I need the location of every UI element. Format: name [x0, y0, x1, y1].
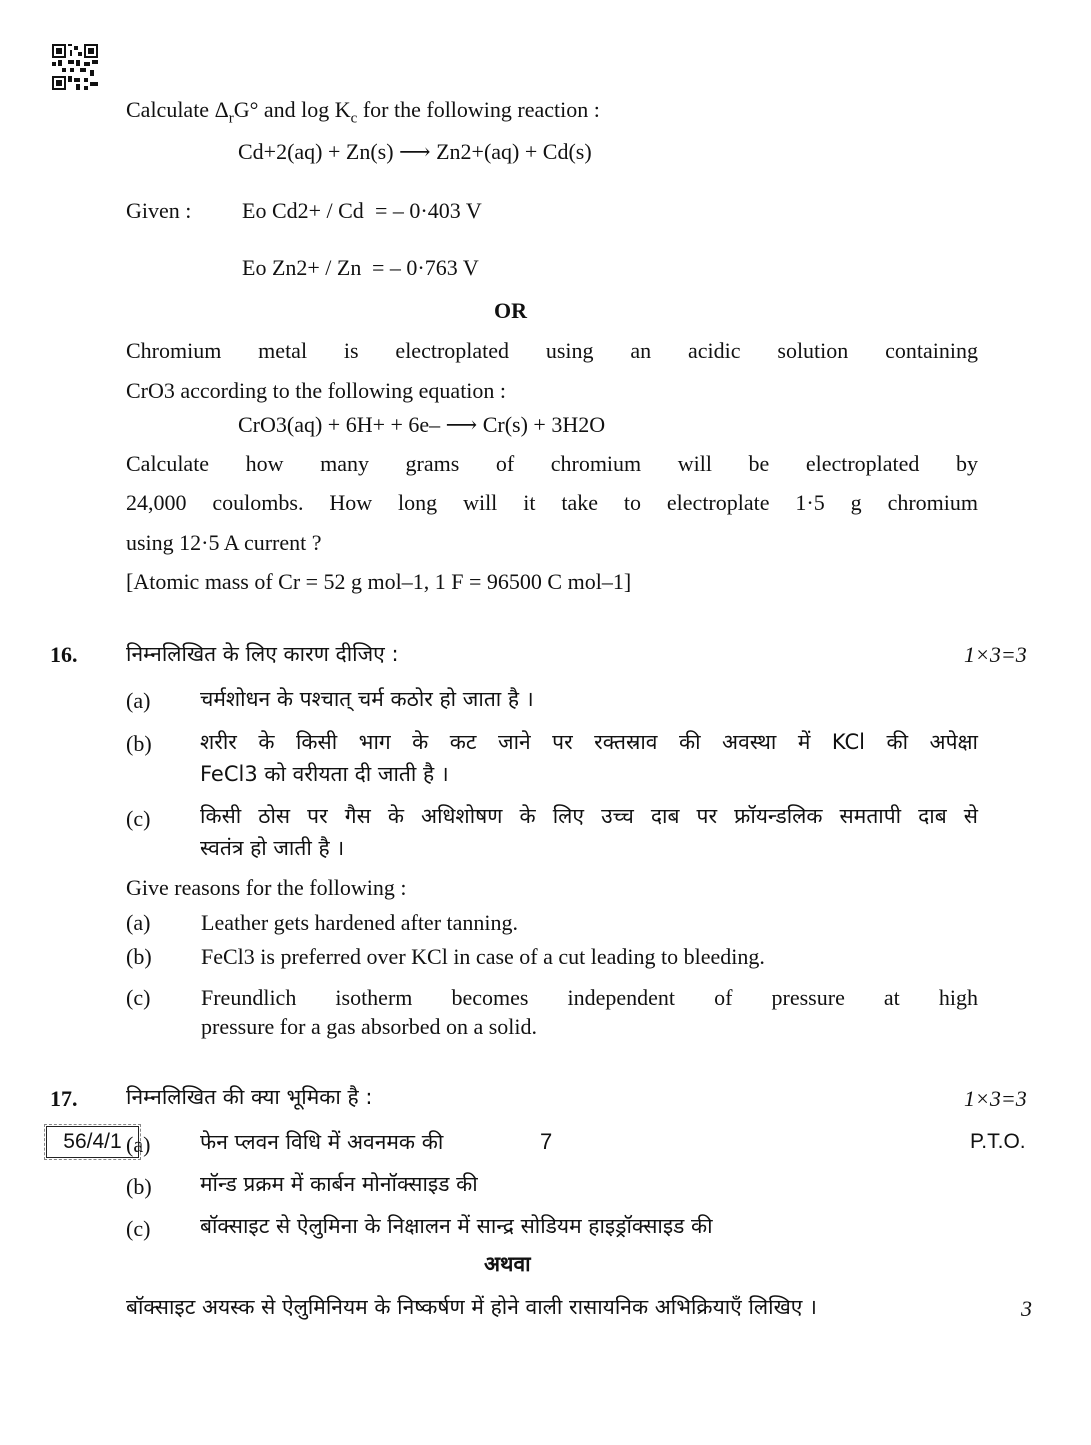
page-number: 7: [540, 1129, 553, 1154]
qr-code-icon: [52, 44, 98, 90]
q17-or-label: अथवा: [484, 1252, 531, 1276]
q17-a-label: (a): [126, 1132, 151, 1157]
q15-e2-value: = – 0·763 V: [372, 255, 479, 280]
q16-eng-b: FeCl3 is preferred over KCl in case of a cut leading to bleeding.: [201, 944, 765, 969]
q17-a: फेन प्लवन विधि में अवनमक की: [200, 1130, 444, 1154]
q16-hindi-prompt: निम्नलिखित के लिए कारण दीजिए :: [126, 642, 399, 666]
q16-hindi-b1: शरीर के किसी भाग के कट जाने पर रक्तस्राव की अवस्था में KCl की अपेक्षा: [200, 730, 978, 754]
q15-reaction: Cd+2(aq) + Zn(s) ⟶ Zn2+(aq) + Cd(s): [238, 139, 592, 164]
q15-given-label: Given :: [126, 198, 192, 223]
q15-alt-line1: Chromium metal is electroplated using an acidic solution containing: [126, 338, 978, 363]
q15-e1-label: Eo Cd2+ / Cd: [242, 198, 364, 223]
q16-hindi-a: चर्मशोधन के पश्चात् चर्म कठोर हो जाता है ।: [200, 687, 534, 711]
q15-alt-line3: Calculate how many grams of chromium will be electroplated by: [126, 451, 978, 476]
q16-number: 16.: [50, 642, 78, 667]
q17-c-label: (c): [126, 1216, 151, 1241]
q16-hindi-c2: स्वतंत्र हो जाती है ।: [200, 836, 345, 860]
q16-hindi-a-label: (a): [126, 688, 151, 713]
q16-eng-a-label: (a): [126, 910, 151, 935]
q16-hindi-c1: किसी ठोस पर गैस के अधिशोषण के लिए उच्च दाब पर फ्रॉयन्डलिक समतापी दाब से: [200, 804, 978, 828]
q16-eng-prompt: Give reasons for the following :: [126, 875, 407, 900]
q16-hindi-b-label: (b): [126, 731, 152, 756]
q17-c: बॉक्साइट से ऐलुमिना के निक्षालन में सान्द्र सोडियम हाइड्रॉक्साइड की: [200, 1214, 713, 1238]
q15-or-label: OR: [494, 298, 527, 323]
q15-alt-line4: 24,000 coulombs. How long will it take to electroplate 1·5 g chromium: [126, 490, 978, 515]
q16-eng-b-label: (b): [126, 944, 152, 969]
q17-hindi-prompt: निम्नलिखित की क्या भूमिका है :: [126, 1085, 373, 1109]
paper-code: 56/4/1: [46, 1126, 139, 1158]
pto-label: P.T.O.: [970, 1130, 1026, 1153]
q16-marks: 1×3=3: [964, 642, 1027, 667]
q15-e1-value: = – 0·403 V: [375, 198, 482, 223]
q16-eng-c2: pressure for a gas absorbed on a solid.: [201, 1014, 538, 1039]
q15-alt-given: [Atomic mass of Cr = 52 g mol–1, 1 F = 96500 C mol–1]: [126, 569, 632, 594]
q15-alt-line5: using 12·5 A current ?: [126, 530, 322, 555]
q17-alt: बॉक्साइट अयस्क से ऐलुमिनियम के निष्कर्षण में होने वाली रासायनिक अभिक्रियाएँ लिखिए ।: [126, 1295, 818, 1319]
q15-alt-equation: CrO3(aq) + 6H+ + 6e– ⟶ Cr(s) + 3H2O: [238, 412, 606, 437]
q16-eng-a: Leather gets hardened after tanning.: [201, 910, 519, 935]
q17-b: मॉन्ड प्रक्रम में कार्बन मोनॉक्साइड की: [200, 1172, 478, 1196]
q17-alt-marks: 3: [1021, 1296, 1032, 1321]
q16-hindi-b2: FeCl3 को वरीयता दी जाती है ।: [200, 762, 449, 786]
q17-b-label: (b): [126, 1174, 152, 1199]
q17-number: 17.: [50, 1086, 78, 1111]
q15-alt-line2: CrO3 according to the following equation :: [126, 378, 507, 403]
q15-e2-label: Eo Zn2+ / Zn: [242, 255, 362, 280]
q16-eng-c1: Freundlich isotherm becomes independent of pressure at high: [201, 985, 978, 1010]
q15-prompt: Calculate $\Delta_rG^\circ$ and $\log K_c$ for the following reaction :: [126, 97, 600, 127]
q16-eng-c-label: (c): [126, 985, 151, 1010]
q17-marks: 1×3=3: [964, 1086, 1027, 1111]
q16-hindi-c-label: (c): [126, 806, 151, 831]
